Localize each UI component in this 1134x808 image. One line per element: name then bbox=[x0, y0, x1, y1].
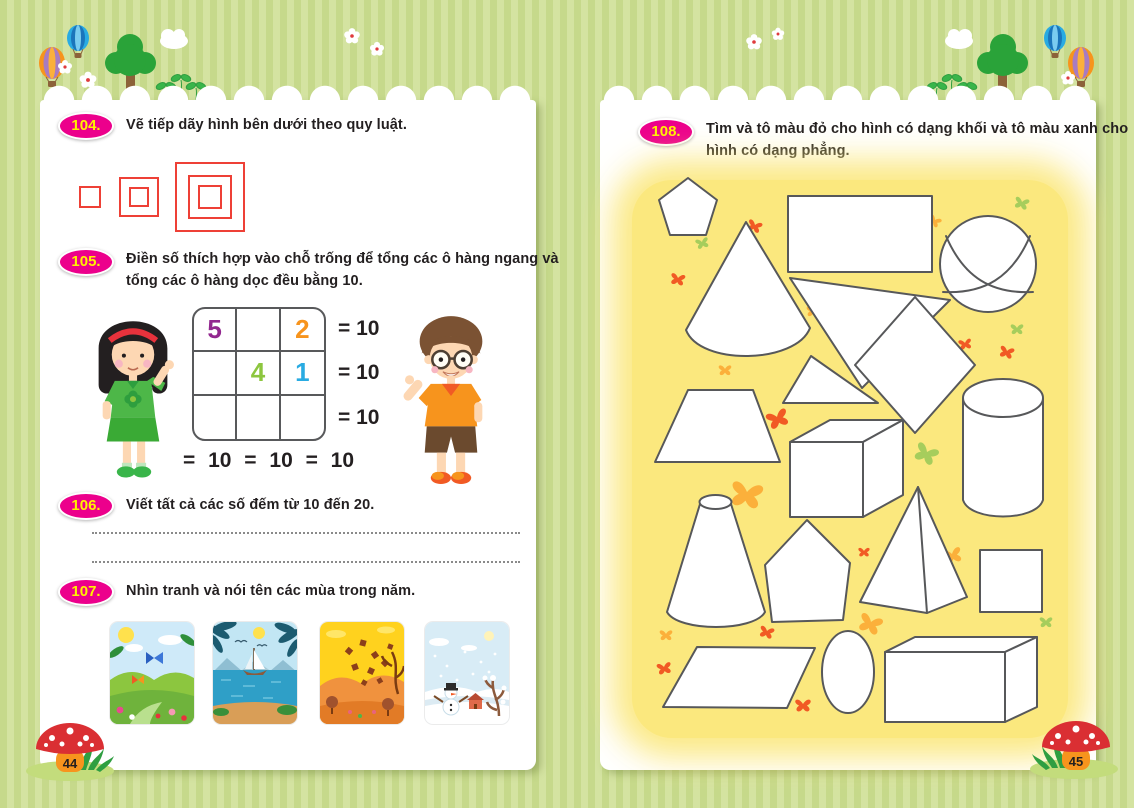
grid-cell-r2c1[interactable] bbox=[237, 396, 280, 439]
season-card-autumn[interactable] bbox=[320, 622, 404, 724]
butterfly-icon bbox=[758, 625, 774, 639]
tree-icon bbox=[977, 34, 1028, 90]
flower-icon bbox=[770, 26, 786, 42]
row-sum-3: = 10 bbox=[338, 406, 380, 429]
shape-parallelogram[interactable] bbox=[663, 647, 815, 708]
grid-cell-r2c2[interactable] bbox=[281, 396, 324, 439]
pattern-square-2-inner bbox=[129, 187, 149, 207]
shape-rectangle[interactable] bbox=[788, 196, 932, 272]
exercise-106-text: Viết tất cả các số đếm từ 10 đến 20. bbox=[126, 497, 375, 513]
shape-trapezoid[interactable] bbox=[655, 390, 780, 462]
row-sum-1: = 10 bbox=[338, 317, 380, 340]
hot-air-balloon-icon bbox=[1044, 25, 1066, 58]
season-card-summer[interactable] bbox=[213, 622, 297, 724]
shape-truncated-cone[interactable] bbox=[667, 495, 765, 627]
butterfly-icon bbox=[998, 345, 1014, 359]
grid-cell-r1c2: 1 bbox=[281, 352, 324, 395]
pattern-square-2 bbox=[119, 177, 159, 217]
answer-line-2[interactable] bbox=[92, 561, 520, 563]
shape-rectangular-prism[interactable] bbox=[885, 637, 1037, 722]
mushroom-page-marker-left bbox=[22, 714, 122, 782]
hot-air-balloon-icon bbox=[67, 25, 89, 58]
season-card-winter[interactable] bbox=[425, 622, 509, 724]
flower-icon bbox=[368, 40, 386, 58]
exercise-107-badge: 107. bbox=[58, 578, 114, 606]
grid-cell-r2c0[interactable] bbox=[194, 396, 237, 439]
butterfly-icon bbox=[912, 441, 940, 466]
shape-cube[interactable] bbox=[790, 420, 903, 517]
mushroom-page-marker-right bbox=[1022, 712, 1126, 780]
butterfly-icon bbox=[729, 481, 764, 510]
butterfly-icon bbox=[660, 630, 673, 640]
cloud-icon bbox=[945, 29, 973, 49]
shapes-canvas bbox=[630, 170, 1100, 745]
grid-cell-r0c1[interactable] bbox=[237, 309, 280, 352]
flower-icon bbox=[744, 32, 764, 52]
grid-cell-r1c1: 4 bbox=[237, 352, 280, 395]
shape-pentagon-2[interactable] bbox=[765, 520, 850, 622]
exercise-107-text: Nhìn tranh và nói tên các mùa trong năm. bbox=[126, 583, 416, 599]
season-card-spring[interactable] bbox=[110, 622, 194, 724]
page-number-right: 45 bbox=[1068, 754, 1084, 769]
butterfly-icon bbox=[719, 365, 732, 375]
shape-pentagon[interactable] bbox=[659, 178, 717, 235]
grid-cell-r0c2: 2 bbox=[281, 309, 324, 352]
row-sum-2: = 10 bbox=[338, 361, 380, 384]
butterfly-icon bbox=[1011, 324, 1024, 334]
exercise-104-text: Vẽ tiếp dãy hình bên dưới theo quy luật. bbox=[126, 117, 407, 133]
exercise-105-badge: 105. bbox=[58, 248, 114, 276]
butterfly-icon bbox=[858, 548, 869, 557]
exercise-104-badge: 104. bbox=[58, 112, 114, 140]
exercise-106-badge: 106. bbox=[58, 492, 114, 520]
column-sums: = 10 = 10 = 10 bbox=[183, 449, 355, 472]
answer-line-1[interactable] bbox=[92, 532, 520, 534]
page-44 bbox=[40, 100, 559, 770]
flower-icon bbox=[342, 26, 362, 46]
grid-cell-r1c0[interactable] bbox=[194, 352, 237, 395]
exercise-105-text-line1: Điền số thích hợp vào chỗ trống để tổng các ô hàng ngang và bbox=[126, 251, 559, 267]
boy-character bbox=[396, 303, 506, 487]
cloud-icon bbox=[160, 29, 188, 49]
butterfly-icon bbox=[1013, 196, 1029, 210]
butterfly-icon bbox=[695, 237, 710, 250]
butterfly-icon bbox=[857, 612, 884, 636]
pattern-square-3-inner bbox=[198, 185, 222, 209]
butterfly-icon bbox=[656, 662, 672, 675]
butterfly-icon bbox=[1040, 617, 1053, 627]
exercise-108-text-line1: Tìm và tô màu đỏ cho hình có dạng khối và tô màu xanh cho bbox=[706, 121, 1129, 137]
pattern-drawing-area[interactable] bbox=[260, 162, 510, 234]
shape-sphere[interactable] bbox=[940, 216, 1036, 312]
shape-oval[interactable] bbox=[822, 631, 874, 713]
page-45 bbox=[600, 100, 1129, 770]
shape-cylinder[interactable] bbox=[963, 379, 1043, 517]
shape-square[interactable] bbox=[980, 550, 1042, 612]
grid-cell-r0c0: 5 bbox=[194, 309, 237, 352]
page-number-left: 44 bbox=[62, 756, 78, 771]
butterfly-icon bbox=[670, 273, 686, 286]
exercise-108-badge: 108. bbox=[638, 118, 694, 146]
pattern-square-1 bbox=[79, 186, 101, 208]
butterfly-icon bbox=[795, 700, 810, 712]
exercise-105-text-line2: tổng các ô hàng dọc đều bằng 10. bbox=[126, 273, 363, 289]
sum-grid bbox=[192, 307, 326, 441]
butterfly-icon bbox=[765, 408, 790, 430]
tree-icon bbox=[105, 34, 156, 90]
girl-character bbox=[76, 298, 190, 482]
exercise-108-text-line2: hình có dạng phẳng. bbox=[706, 143, 850, 159]
pattern-square-3 bbox=[175, 162, 245, 232]
